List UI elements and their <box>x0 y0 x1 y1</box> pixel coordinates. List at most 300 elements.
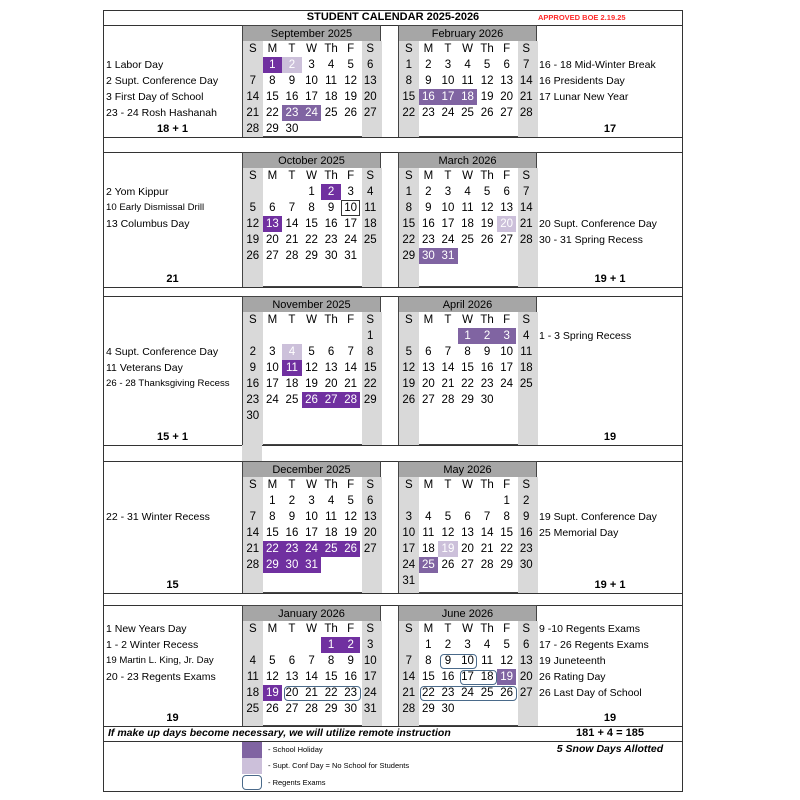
day-cell[interactable]: 23 <box>344 687 358 699</box>
day-cell[interactable]: 13 <box>363 75 377 87</box>
day-cell[interactable]: 21 <box>344 378 358 390</box>
day-cell[interactable]: 15 <box>265 527 279 539</box>
day-cell[interactable]: 25 <box>321 541 341 557</box>
day-cell[interactable]: 17 <box>305 91 318 103</box>
day-cell[interactable]: 10 <box>500 346 514 358</box>
day-cell[interactable]: 5 <box>405 346 412 358</box>
day-cell[interactable]: 31 <box>363 703 377 715</box>
day-cell[interactable]: 16 <box>519 527 533 539</box>
day-cell[interactable]: 10 <box>341 200 361 216</box>
day-cell[interactable]: 14 <box>246 527 260 539</box>
day-cell[interactable]: 24 <box>302 105 322 121</box>
day-cell[interactable]: 25 <box>461 107 474 119</box>
day-cell[interactable]: 2 <box>523 495 530 507</box>
day-cell[interactable]: 27 <box>500 107 514 119</box>
day-cell[interactable]: 22 <box>305 234 318 246</box>
day-cell[interactable]: 26 <box>246 250 260 262</box>
day-cell[interactable]: 16 <box>285 527 299 539</box>
day-cell[interactable]: 5 <box>308 346 315 358</box>
day-cell[interactable]: 1 <box>321 637 341 653</box>
day-cell[interactable]: 5 <box>503 639 510 651</box>
day-cell[interactable]: 3 <box>269 346 276 358</box>
day-cell[interactable]: 1 <box>367 330 374 342</box>
day-cell[interactable]: 29 <box>421 703 435 715</box>
day-cell[interactable]: 11 <box>481 655 494 667</box>
day-cell[interactable]: 17 <box>461 671 474 683</box>
day-cell[interactable]: 26 <box>265 703 279 715</box>
day-cell[interactable]: 28 <box>246 559 260 571</box>
day-cell[interactable]: 22 <box>421 687 435 699</box>
day-cell[interactable]: 13 <box>421 362 435 374</box>
day-cell[interactable]: 20 <box>363 527 377 539</box>
day-cell[interactable]: 18 <box>458 89 478 105</box>
day-cell[interactable]: 2 <box>321 184 341 200</box>
day-cell[interactable]: 28 <box>519 107 533 119</box>
day-cell[interactable]: 8 <box>464 346 471 358</box>
day-cell[interactable]: 17 <box>441 218 455 230</box>
day-cell[interactable]: 20 <box>363 91 377 103</box>
day-cell[interactable]: 28 <box>341 392 361 408</box>
day-cell[interactable]: 21 <box>285 234 299 246</box>
day-cell[interactable]: 26 <box>302 392 322 408</box>
day-cell[interactable]: 17 <box>305 527 318 539</box>
day-cell[interactable]: 30 <box>344 703 358 715</box>
day-cell[interactable]: 27 <box>285 703 299 715</box>
day-cell[interactable]: 2 <box>477 328 497 344</box>
day-cell[interactable]: 12 <box>441 527 455 539</box>
day-cell[interactable]: 8 <box>405 202 412 214</box>
day-cell[interactable]: 15 <box>421 671 435 683</box>
day-cell[interactable]: 1 <box>405 59 412 71</box>
day-cell[interactable]: 24 <box>363 687 377 699</box>
day-cell[interactable]: 14 <box>519 202 533 214</box>
day-cell[interactable]: 28 <box>305 703 318 715</box>
day-cell[interactable]: 1 <box>308 186 315 198</box>
day-cell[interactable]: 8 <box>308 202 315 214</box>
day-cell[interactable]: 8 <box>327 655 335 667</box>
day-cell[interactable]: 18 <box>363 218 377 230</box>
day-cell[interactable]: 3 <box>444 59 452 71</box>
day-cell[interactable]: 3 <box>367 639 374 651</box>
day-cell[interactable]: 24 <box>265 394 279 406</box>
day-cell[interactable]: 4 <box>367 186 374 198</box>
day-cell[interactable]: 7 <box>249 511 256 523</box>
day-cell[interactable]: 4 <box>327 495 335 507</box>
day-cell[interactable]: 14 <box>285 218 299 230</box>
day-cell[interactable]: 2 <box>288 495 296 507</box>
day-cell[interactable]: 11 <box>246 671 259 683</box>
day-cell[interactable]: 11 <box>282 360 302 376</box>
day-cell[interactable]: 31 <box>402 575 416 587</box>
day-cell[interactable]: 7 <box>249 75 256 87</box>
day-cell[interactable]: 18 <box>421 543 435 555</box>
day-cell[interactable]: 8 <box>367 346 374 358</box>
day-cell[interactable]: 18 <box>519 362 533 374</box>
day-cell[interactable]: 12 <box>305 362 318 374</box>
day-cell[interactable]: 23 <box>282 541 302 557</box>
day-cell[interactable]: 27 <box>321 392 341 408</box>
day-cell[interactable]: 11 <box>461 202 474 214</box>
day-cell[interactable]: 8 <box>269 75 276 87</box>
day-cell[interactable]: 30 <box>285 123 299 135</box>
day-cell[interactable]: 13 <box>500 202 514 214</box>
day-cell[interactable]: 9 <box>425 202 432 214</box>
day-cell[interactable]: 15 <box>402 91 416 103</box>
day-cell[interactable]: 13 <box>500 75 514 87</box>
day-cell[interactable]: 3 <box>308 59 315 71</box>
day-cell[interactable]: 15 <box>265 91 279 103</box>
day-cell[interactable]: 2 <box>444 639 452 651</box>
day-cell[interactable]: 26 <box>500 687 514 699</box>
day-cell[interactable]: 6 <box>367 59 374 71</box>
day-cell[interactable]: 10 <box>441 202 455 214</box>
day-cell[interactable]: 2 <box>425 186 432 198</box>
day-cell[interactable]: 25 <box>461 234 474 246</box>
day-cell[interactable]: 6 <box>464 511 471 523</box>
day-cell[interactable]: 23 <box>480 378 494 390</box>
day-cell[interactable]: 6 <box>523 639 530 651</box>
day-cell[interactable]: 1 <box>269 495 276 507</box>
day-cell[interactable]: 3 <box>497 328 517 344</box>
day-cell[interactable]: 28 <box>246 123 260 135</box>
day-cell[interactable]: 5 <box>269 655 276 667</box>
day-cell[interactable]: 9 <box>483 346 491 358</box>
day-cell[interactable]: 25 <box>519 378 533 390</box>
day-cell[interactable]: 21 <box>246 543 260 555</box>
day-cell[interactable]: 12 <box>480 202 494 214</box>
day-cell[interactable]: 9 <box>523 511 530 523</box>
day-cell[interactable]: 30 <box>246 410 260 422</box>
day-cell[interactable]: 25 <box>285 394 299 406</box>
day-cell[interactable]: 17 <box>363 671 377 683</box>
day-cell[interactable]: 28 <box>285 250 299 262</box>
day-cell[interactable]: 23 <box>324 234 338 246</box>
day-cell[interactable]: 14 <box>344 362 358 374</box>
day-cell[interactable]: 17 <box>402 543 416 555</box>
day-cell[interactable]: 16 <box>419 89 439 105</box>
day-cell[interactable]: 21 <box>519 218 533 230</box>
day-cell[interactable]: 8 <box>425 655 432 667</box>
day-cell[interactable]: 24 <box>441 234 455 246</box>
day-cell[interactable]: 13 <box>324 362 338 374</box>
day-cell[interactable]: 27 <box>265 250 279 262</box>
day-cell[interactable]: 6 <box>503 59 510 71</box>
day-cell[interactable]: 27 <box>461 559 474 571</box>
day-cell[interactable]: 21 <box>480 543 494 555</box>
day-cell[interactable]: 10 <box>305 511 318 523</box>
day-cell[interactable]: 24 <box>500 378 514 390</box>
day-cell[interactable]: 18 <box>461 218 474 230</box>
day-cell[interactable]: 15 <box>461 362 474 374</box>
day-cell[interactable]: 7 <box>308 655 315 667</box>
day-cell[interactable]: 29 <box>263 557 283 573</box>
day-cell[interactable]: 1 <box>458 328 478 344</box>
day-cell[interactable]: 12 <box>500 655 514 667</box>
day-cell[interactable]: 2 <box>425 59 432 71</box>
day-cell[interactable]: 3 <box>405 511 412 523</box>
day-cell[interactable]: 17 <box>265 378 279 390</box>
day-cell[interactable]: 28 <box>402 703 416 715</box>
day-cell[interactable]: 10 <box>265 362 279 374</box>
day-cell[interactable]: 16 <box>441 671 455 683</box>
day-cell[interactable]: 24 <box>402 559 416 571</box>
day-cell[interactable]: 12 <box>402 362 416 374</box>
day-cell[interactable]: 10 <box>402 527 416 539</box>
day-cell[interactable]: 12 <box>344 75 358 87</box>
day-cell[interactable]: 22 <box>263 541 283 557</box>
day-cell[interactable]: 15 <box>305 218 318 230</box>
day-cell[interactable]: 3 <box>464 639 471 651</box>
day-cell[interactable]: 4 <box>425 511 432 523</box>
day-cell[interactable]: 16 <box>324 218 338 230</box>
day-cell[interactable]: 16 <box>246 378 260 390</box>
day-cell[interactable]: 25 <box>363 234 377 246</box>
day-cell[interactable]: 31 <box>438 248 458 264</box>
day-cell[interactable]: 5 <box>483 59 491 71</box>
day-cell[interactable]: 13 <box>519 655 533 667</box>
day-cell[interactable]: 7 <box>523 59 530 71</box>
day-cell[interactable]: 26 <box>402 394 416 406</box>
day-cell[interactable]: 2 <box>249 346 256 358</box>
day-cell[interactable]: 11 <box>422 527 435 539</box>
day-cell[interactable]: 21 <box>246 107 260 119</box>
day-cell[interactable]: 30 <box>282 557 302 573</box>
day-cell[interactable]: 11 <box>325 75 338 87</box>
day-cell[interactable]: 9 <box>327 202 335 214</box>
day-cell[interactable]: 13 <box>461 527 474 539</box>
day-cell[interactable]: 27 <box>363 107 377 119</box>
day-cell[interactable]: 17 <box>438 89 458 105</box>
day-cell[interactable]: 7 <box>523 186 530 198</box>
day-cell[interactable]: 16 <box>480 362 494 374</box>
day-cell[interactable]: 29 <box>305 250 318 262</box>
day-cell[interactable]: 10 <box>461 655 474 667</box>
day-cell[interactable]: 2 <box>341 637 361 653</box>
day-cell[interactable]: 14 <box>441 362 455 374</box>
day-cell[interactable]: 31 <box>344 250 358 262</box>
day-cell[interactable]: 22 <box>461 378 474 390</box>
day-cell[interactable]: 12 <box>265 671 279 683</box>
day-cell[interactable]: 3 <box>347 186 354 198</box>
day-cell[interactable]: 9 <box>425 75 432 87</box>
day-cell[interactable]: 10 <box>363 655 377 667</box>
day-cell[interactable]: 1 <box>425 639 432 651</box>
day-cell[interactable]: 26 <box>344 107 358 119</box>
day-cell[interactable]: 26 <box>441 559 455 571</box>
day-cell[interactable]: 19 <box>402 378 416 390</box>
day-cell[interactable]: 30 <box>441 703 455 715</box>
day-cell[interactable]: 4 <box>327 59 335 71</box>
day-cell[interactable]: 23 <box>519 543 533 555</box>
day-cell[interactable]: 19 <box>497 669 517 685</box>
day-cell[interactable]: 19 <box>480 91 494 103</box>
day-cell[interactable]: 20 <box>519 671 533 683</box>
day-cell[interactable]: 25 <box>480 687 494 699</box>
day-cell[interactable]: 29 <box>402 250 416 262</box>
day-cell[interactable]: 18 <box>246 687 260 699</box>
day-cell[interactable]: 30 <box>419 248 439 264</box>
day-cell[interactable]: 20 <box>285 687 299 699</box>
day-cell[interactable]: 19 <box>263 685 283 701</box>
day-cell[interactable]: 14 <box>519 75 533 87</box>
day-cell[interactable]: 29 <box>363 394 377 406</box>
day-cell[interactable]: 20 <box>324 378 338 390</box>
day-cell[interactable]: 24 <box>302 541 322 557</box>
day-cell[interactable]: 19 <box>480 218 494 230</box>
day-cell[interactable]: 16 <box>285 91 299 103</box>
day-cell[interactable]: 11 <box>364 202 377 214</box>
day-cell[interactable]: 21 <box>519 91 533 103</box>
day-cell[interactable]: 10 <box>441 75 455 87</box>
day-cell[interactable]: 23 <box>282 105 302 121</box>
day-cell[interactable]: 30 <box>480 394 494 406</box>
day-cell[interactable]: 6 <box>367 495 374 507</box>
day-cell[interactable]: 29 <box>324 703 338 715</box>
day-cell[interactable]: 28 <box>480 559 494 571</box>
day-cell[interactable]: 20 <box>500 91 514 103</box>
day-cell[interactable]: 4 <box>464 59 471 71</box>
day-cell[interactable]: 20 <box>461 543 474 555</box>
day-cell[interactable]: 20 <box>265 234 279 246</box>
day-cell[interactable]: 25 <box>419 557 439 573</box>
day-cell[interactable]: 20 <box>421 378 435 390</box>
day-cell[interactable]: 6 <box>503 186 510 198</box>
day-cell[interactable]: 26 <box>480 234 494 246</box>
day-cell[interactable]: 31 <box>302 557 322 573</box>
day-cell[interactable]: 7 <box>444 346 452 358</box>
day-cell[interactable]: 19 <box>305 378 318 390</box>
day-cell[interactable]: 19 <box>438 541 458 557</box>
day-cell[interactable]: 4 <box>483 639 491 651</box>
day-cell[interactable]: 9 <box>288 511 296 523</box>
day-cell[interactable]: 5 <box>444 511 452 523</box>
day-cell[interactable]: 4 <box>464 186 471 198</box>
day-cell[interactable]: 7 <box>405 655 412 667</box>
day-cell[interactable]: 15 <box>324 671 338 683</box>
day-cell[interactable]: 6 <box>269 202 276 214</box>
day-cell[interactable]: 27 <box>363 543 377 555</box>
day-cell[interactable]: 4 <box>249 655 256 667</box>
day-cell[interactable]: 5 <box>347 59 354 71</box>
day-cell[interactable]: 11 <box>325 511 338 523</box>
day-cell[interactable]: 27 <box>500 234 514 246</box>
day-cell[interactable]: 12 <box>344 511 358 523</box>
day-cell[interactable]: 27 <box>519 687 533 699</box>
day-cell[interactable]: 28 <box>519 234 533 246</box>
day-cell[interactable]: 22 <box>265 107 279 119</box>
day-cell[interactable]: 9 <box>347 655 354 667</box>
day-cell[interactable]: 2 <box>282 57 302 73</box>
day-cell[interactable]: 16 <box>344 671 358 683</box>
day-cell[interactable]: 6 <box>327 346 335 358</box>
day-cell[interactable]: 9 <box>249 362 256 374</box>
day-cell[interactable]: 18 <box>324 91 338 103</box>
day-cell[interactable]: 10 <box>305 75 318 87</box>
day-cell[interactable]: 13 <box>263 216 283 232</box>
day-cell[interactable]: 17 <box>344 218 358 230</box>
day-cell[interactable]: 12 <box>246 218 260 230</box>
day-cell[interactable]: 20 <box>497 216 517 232</box>
day-cell[interactable]: 18 <box>480 671 494 683</box>
day-cell[interactable]: 11 <box>520 346 533 358</box>
day-cell[interactable]: 30 <box>324 250 338 262</box>
day-cell[interactable]: 22 <box>402 234 416 246</box>
day-cell[interactable]: 6 <box>425 346 432 358</box>
day-cell[interactable]: 24 <box>441 107 455 119</box>
day-cell[interactable]: 19 <box>344 527 358 539</box>
day-cell[interactable]: 23 <box>246 394 260 406</box>
day-cell[interactable]: 6 <box>288 655 296 667</box>
day-cell[interactable]: 22 <box>402 107 416 119</box>
day-cell[interactable]: 8 <box>503 511 510 523</box>
day-cell[interactable]: 28 <box>441 394 455 406</box>
day-cell[interactable]: 18 <box>324 527 338 539</box>
day-cell[interactable]: 23 <box>421 107 435 119</box>
day-cell[interactable]: 9 <box>444 655 452 667</box>
day-cell[interactable]: 15 <box>363 362 377 374</box>
day-cell[interactable]: 12 <box>480 75 494 87</box>
day-cell[interactable]: 22 <box>324 687 338 699</box>
day-cell[interactable]: 19 <box>246 234 260 246</box>
day-cell[interactable]: 3 <box>444 186 452 198</box>
day-cell[interactable]: 22 <box>363 378 377 390</box>
day-cell[interactable]: 13 <box>285 671 299 683</box>
day-cell[interactable]: 24 <box>344 234 358 246</box>
day-cell[interactable]: 7 <box>288 202 296 214</box>
day-cell[interactable]: 15 <box>500 527 514 539</box>
day-cell[interactable]: 25 <box>246 703 260 715</box>
day-cell[interactable]: 26 <box>480 107 494 119</box>
day-cell[interactable]: 30 <box>519 559 533 571</box>
day-cell[interactable]: 7 <box>483 511 491 523</box>
day-cell[interactable]: 5 <box>347 495 354 507</box>
day-cell[interactable]: 15 <box>402 218 416 230</box>
day-cell[interactable]: 1 <box>503 495 510 507</box>
day-cell[interactable]: 14 <box>246 91 260 103</box>
day-cell[interactable]: 29 <box>500 559 514 571</box>
day-cell[interactable]: 16 <box>421 218 435 230</box>
day-cell[interactable]: 5 <box>249 202 256 214</box>
day-cell[interactable]: 7 <box>347 346 354 358</box>
day-cell[interactable]: 9 <box>288 75 296 87</box>
day-cell[interactable]: 1 <box>263 57 283 73</box>
day-cell[interactable]: 21 <box>305 687 318 699</box>
day-cell[interactable]: 24 <box>461 687 474 699</box>
day-cell[interactable]: 14 <box>305 671 318 683</box>
day-cell[interactable]: 21 <box>441 378 455 390</box>
day-cell[interactable]: 3 <box>308 495 315 507</box>
day-cell[interactable]: 4 <box>523 330 530 342</box>
day-cell[interactable]: 4 <box>282 344 302 360</box>
day-cell[interactable]: 23 <box>421 234 435 246</box>
day-cell[interactable]: 18 <box>285 378 299 390</box>
day-cell[interactable]: 8 <box>269 511 276 523</box>
day-cell[interactable]: 19 <box>344 91 358 103</box>
day-cell[interactable]: 17 <box>500 362 514 374</box>
day-cell[interactable]: 22 <box>500 543 514 555</box>
day-cell[interactable]: 14 <box>402 671 416 683</box>
day-cell[interactable]: 14 <box>480 527 494 539</box>
day-cell[interactable]: 13 <box>363 511 377 523</box>
day-cell[interactable]: 21 <box>402 687 416 699</box>
day-cell[interactable]: 23 <box>441 687 455 699</box>
day-cell[interactable]: 29 <box>265 123 279 135</box>
day-cell[interactable]: 5 <box>483 186 491 198</box>
day-cell[interactable]: 25 <box>324 107 338 119</box>
day-cell[interactable]: 1 <box>405 186 412 198</box>
day-cell[interactable]: 27 <box>421 394 435 406</box>
day-cell[interactable]: 26 <box>341 541 361 557</box>
